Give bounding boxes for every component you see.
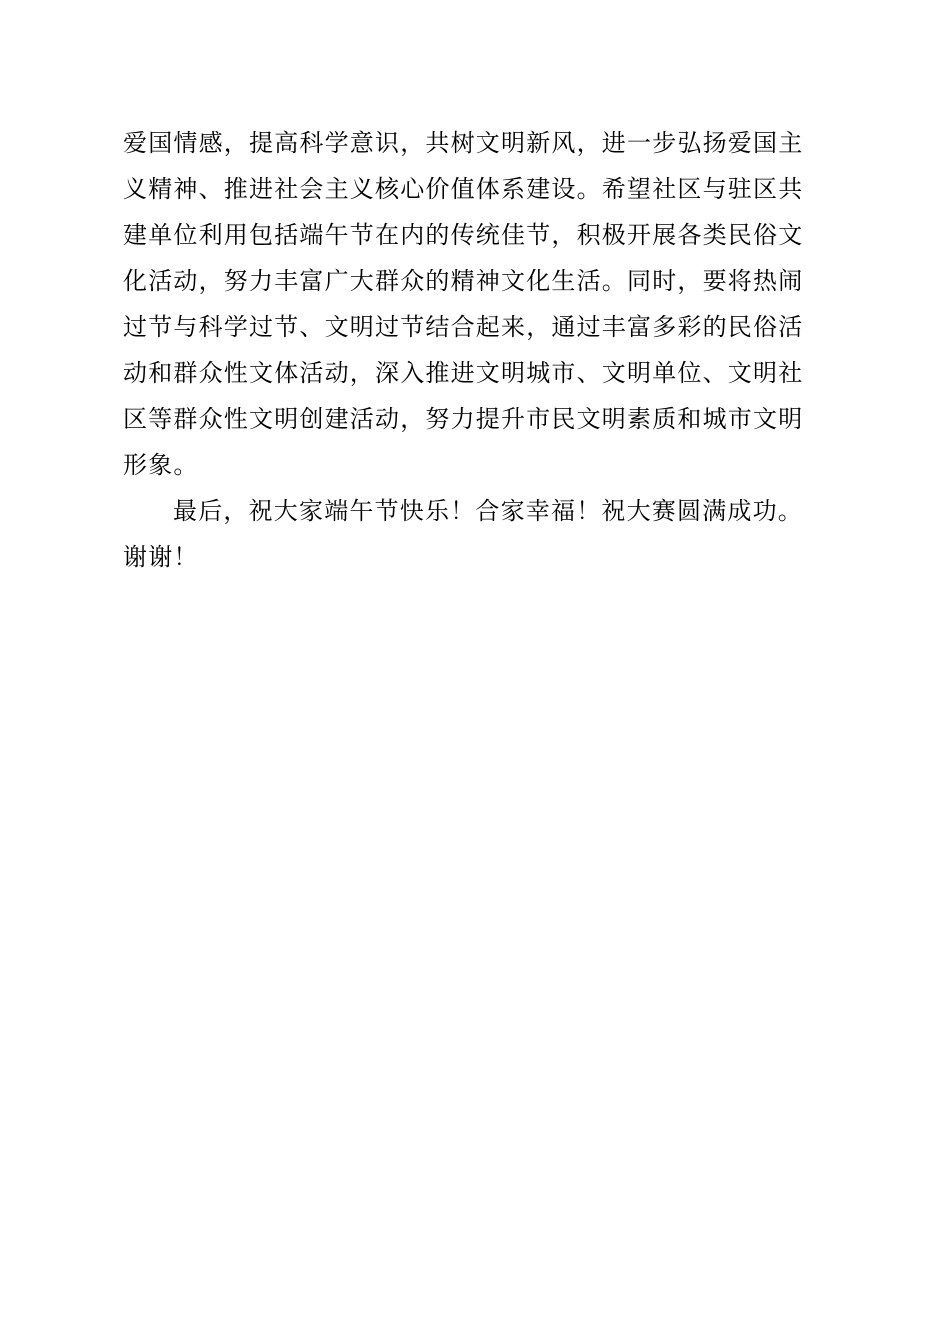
paragraph-line: 形象。 (123, 451, 199, 479)
paragraph-line: 过节与科学过节、文明过节结合起来，通过丰富多彩的民俗活 (123, 313, 804, 341)
thanks-line: 谢谢！ (123, 543, 199, 571)
paragraph-line: 区等群众性文明创建活动，努力提升市民文明素质和城市文明 (123, 405, 804, 433)
paragraph-line: 义精神、推进社会主义核心价值体系建设。希望社区与驻区共 (123, 175, 804, 203)
paragraph-line: 爱国情感，提高科学意识，共树文明新风，进一步弘扬爱国主 (123, 129, 804, 157)
paragraph-line: 化活动，努力丰富广大群众的精神文化生活。同时，要将热闹 (123, 267, 804, 295)
closing-line: 最后，祝大家端午节快乐！合家幸福！祝大赛圆满成功。 (173, 497, 803, 525)
body-text (123, 120, 843, 580)
paragraph-line: 动和群众性文体活动，深入推进文明城市、文明单位、文明社 (123, 359, 804, 387)
paragraph-line: 建单位利用包括端午节在内的传统佳节，积极开展各类民俗文 (123, 221, 804, 249)
